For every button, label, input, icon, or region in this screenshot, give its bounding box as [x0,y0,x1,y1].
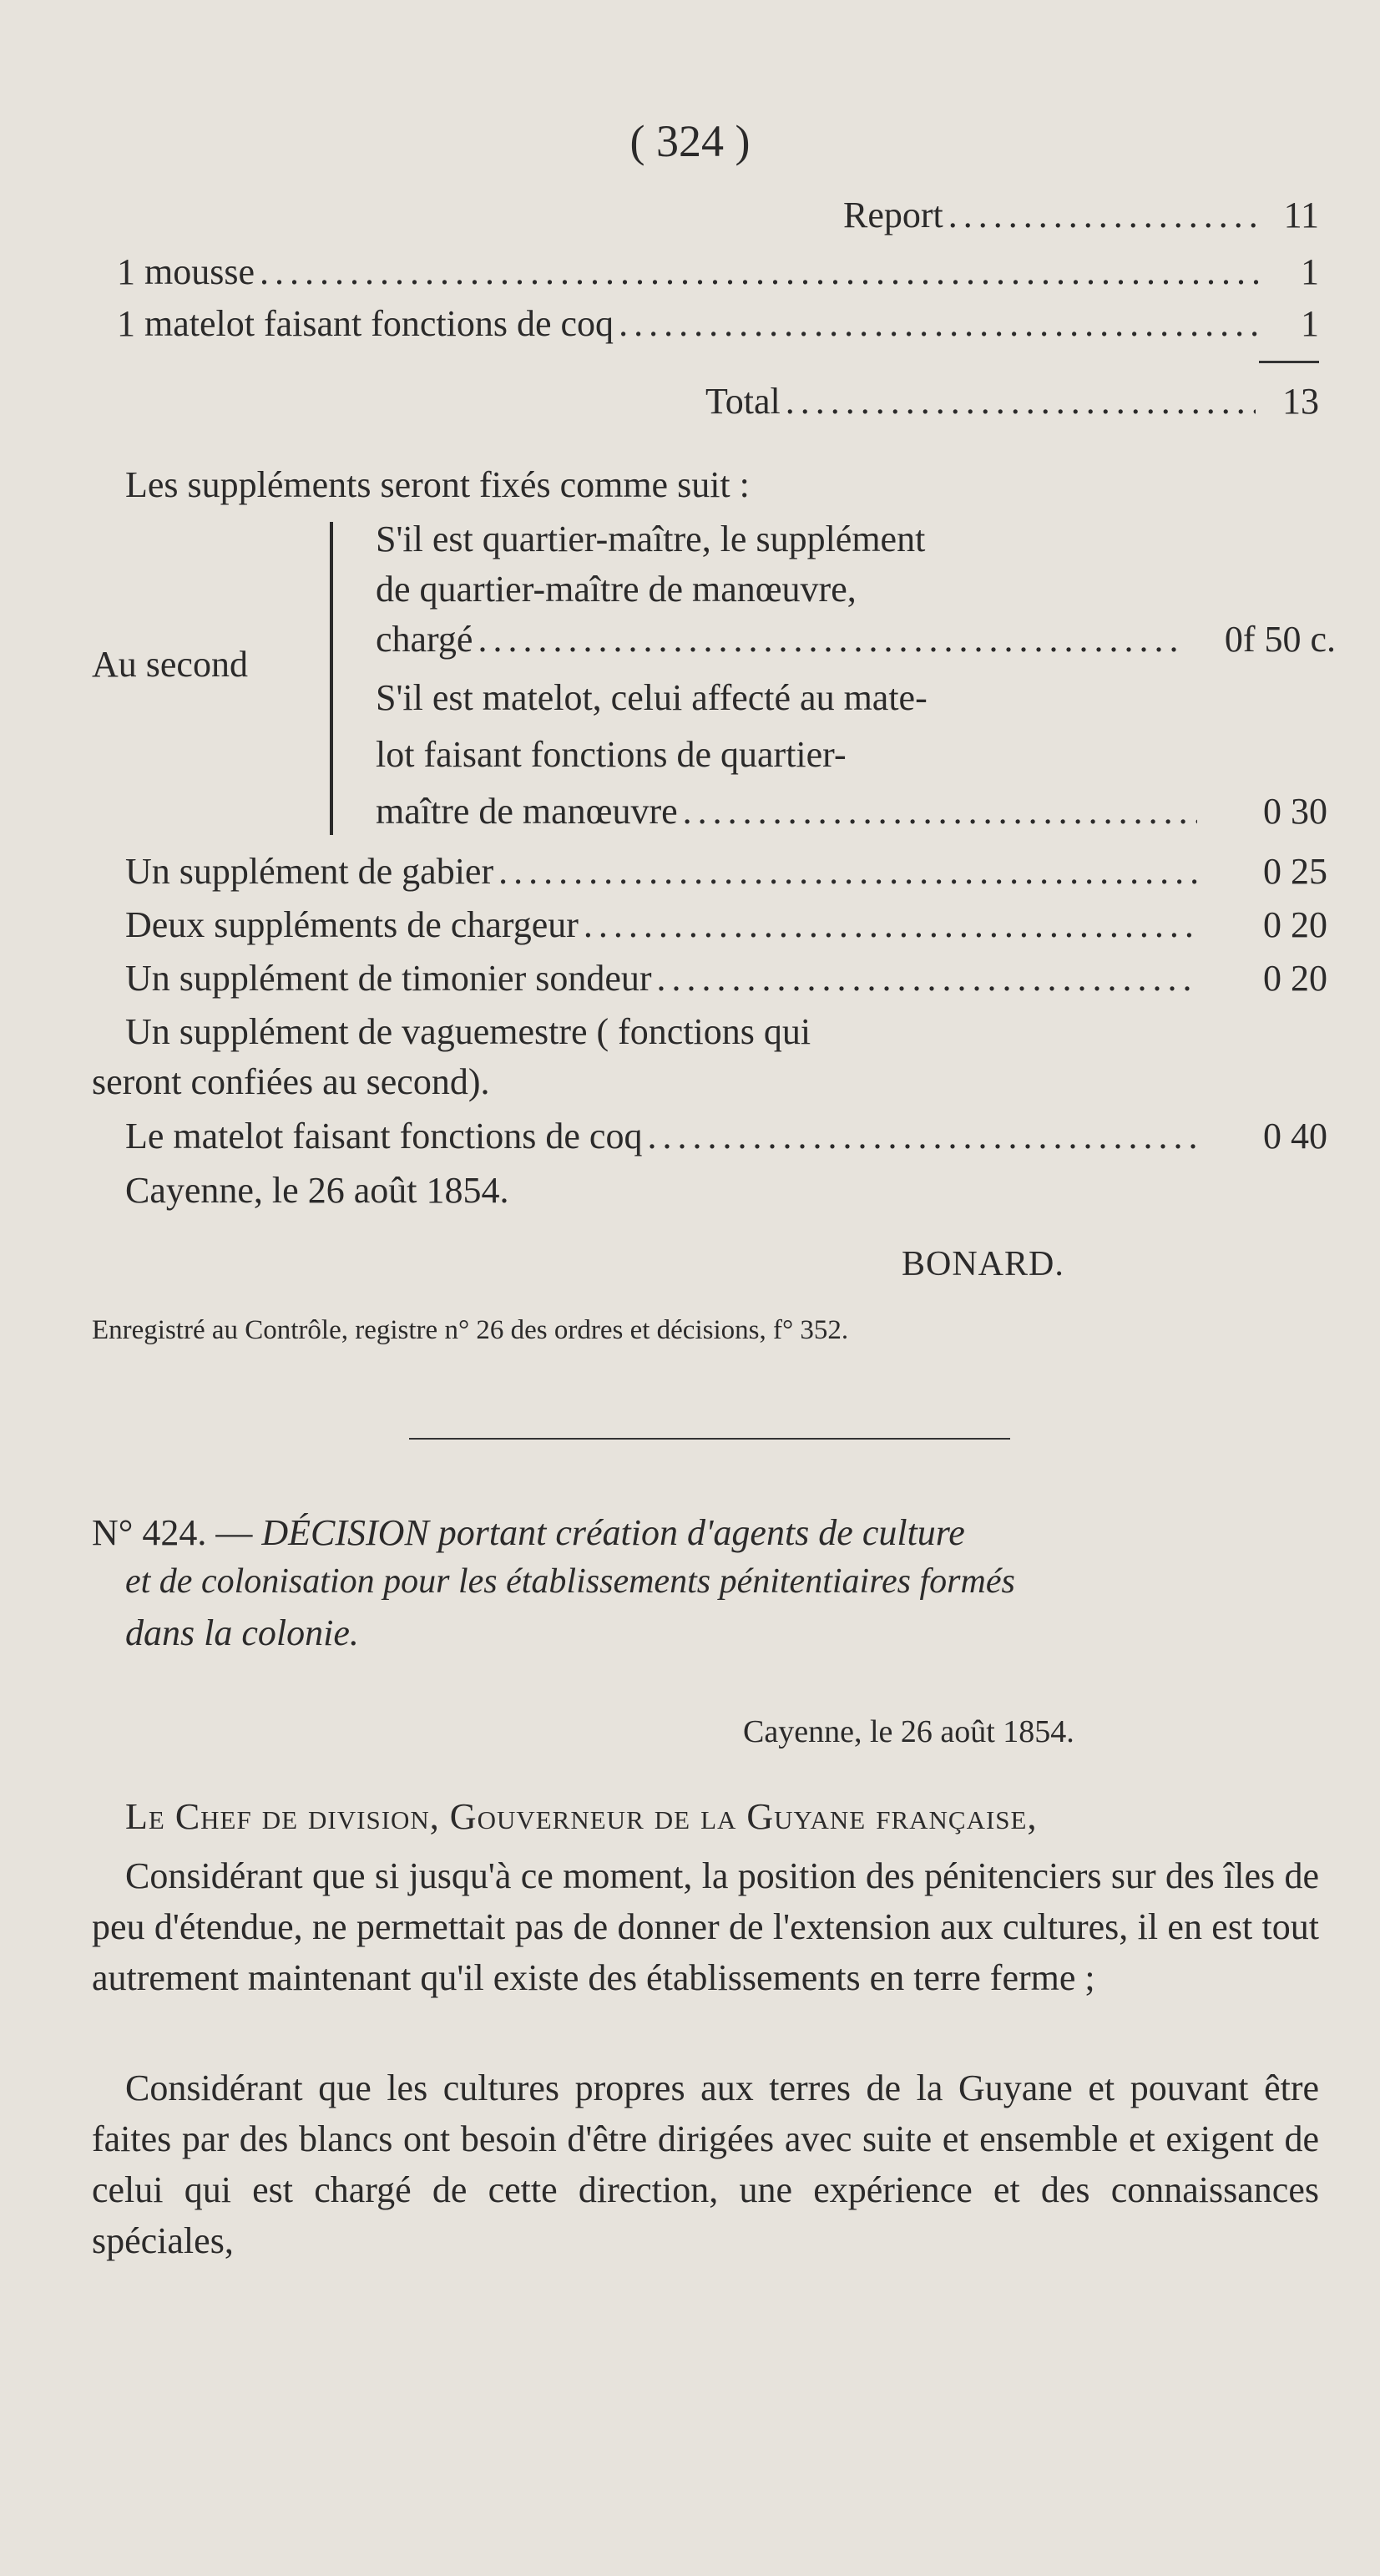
crew-value: 1 [1301,251,1319,292]
vaguemestre-line: Un supplément de vaguemestre ( fonctions qui [125,1011,811,1052]
case2-row [376,790,1327,833]
supplement-label: Deux suppléments de chargeur [125,904,579,945]
vaguemestre-line: seront confiées au second). [92,1061,490,1102]
supplements-intro: Les suppléments seront fixés comme suit : [125,464,750,505]
case1-label: chargé [376,619,473,660]
page-number: ( 324 ) [629,116,751,166]
supplement-row [125,903,1327,946]
total-value: 13 [1282,381,1319,422]
decision-title: dans la colonie. [125,1612,359,1653]
case1-line: de quartier-maître de manœuvre, [376,569,857,610]
leader-dots [647,1115,1197,1157]
case2-line: lot faisant fonctions de quartier- [376,734,847,775]
supplement-value: 0 20 [1263,958,1327,999]
coq-label: Le matelot faisant fonctions de coq [125,1116,643,1156]
report-row [843,194,1319,236]
paragraph: Considérant que si jusqu'à ce moment, la position des pénitenciers sur des îles de peu d'étendue, ne permettait pas de donner de l'extension aux cultures, il en est tout autrement maintenant qu'il existe des établissements en terre ferme ; [92,1855,1319,1998]
supplement-row [125,957,1327,1000]
decision-number: N° 424. [92,1512,207,1553]
decision-dash: — [215,1512,253,1553]
case2-line: S'il est matelot, celui affecté au mate- [376,677,928,718]
total-label: Total [705,381,781,422]
supplement-value: 0 20 [1263,904,1327,945]
case1-line: S'il est quartier-maître, le supplément [376,519,926,559]
supplement-row [125,850,1327,893]
leader-dots [584,903,1197,946]
leader-dots [478,618,1180,660]
crew-row [117,251,1319,293]
signature: BONARD. [902,1245,1064,1283]
case1-value: 0f 50 c. [1224,619,1336,660]
leader-dots [619,302,1264,345]
case2-value: 0 30 [1263,791,1327,832]
brace [330,522,333,835]
decision-heading [92,1511,965,1554]
leader-dots [786,380,1256,423]
leader-dots [683,790,1197,833]
second-label: Au second [92,644,248,685]
report-value: 11 [1283,195,1319,235]
supplement-value: 0 25 [1263,851,1327,892]
leader-dots [498,850,1197,893]
report-label: Report [843,195,943,235]
opening-line: Le Chef de division, Gouverneur de la Guyane française, [125,1796,1038,1837]
crew-row [117,302,1319,345]
date-line: Cayenne, le 26 août 1854. [125,1170,509,1211]
case1-row [376,618,1336,660]
leader-dots [948,194,1264,236]
leader-dots [260,251,1264,293]
decision-title: DÉCISION portant création d'agents de culture [261,1512,965,1553]
registration-note: Enregistré au Contrôle, registre n° 26 des ordres et décisions, f° 352. [92,1315,849,1345]
supplement-label: Un supplément de timonier sondeur [125,958,652,999]
leader-dots [657,957,1197,1000]
sum-rule [1259,361,1319,363]
total-row [705,380,1319,423]
crew-value: 1 [1301,303,1319,344]
paragraph: Considérant que les cultures propres aux terres de la Guyane et pouvant être faites par des blancs ont besoin d'être dirigées avec suite et ensemble et exigent de celui qui est chargé de cette direction, une expérience et des connaissances spéciales, [92,2067,1319,2261]
crew-label: 1 matelot faisant fonctions de coq [117,303,614,344]
supplement-label: Un supplément de gabier [125,851,494,892]
case2-label: maître de manœuvre [376,791,678,832]
decision-title: et de colonisation pour les établissements pénitentiaires formés [125,1562,1015,1601]
decision-date: Cayenne, le 26 août 1854. [743,1714,1074,1749]
coq-row [125,1115,1327,1157]
coq-value: 0 40 [1263,1116,1327,1156]
crew-label: 1 mousse [117,251,255,292]
section-divider [409,1438,1010,1440]
